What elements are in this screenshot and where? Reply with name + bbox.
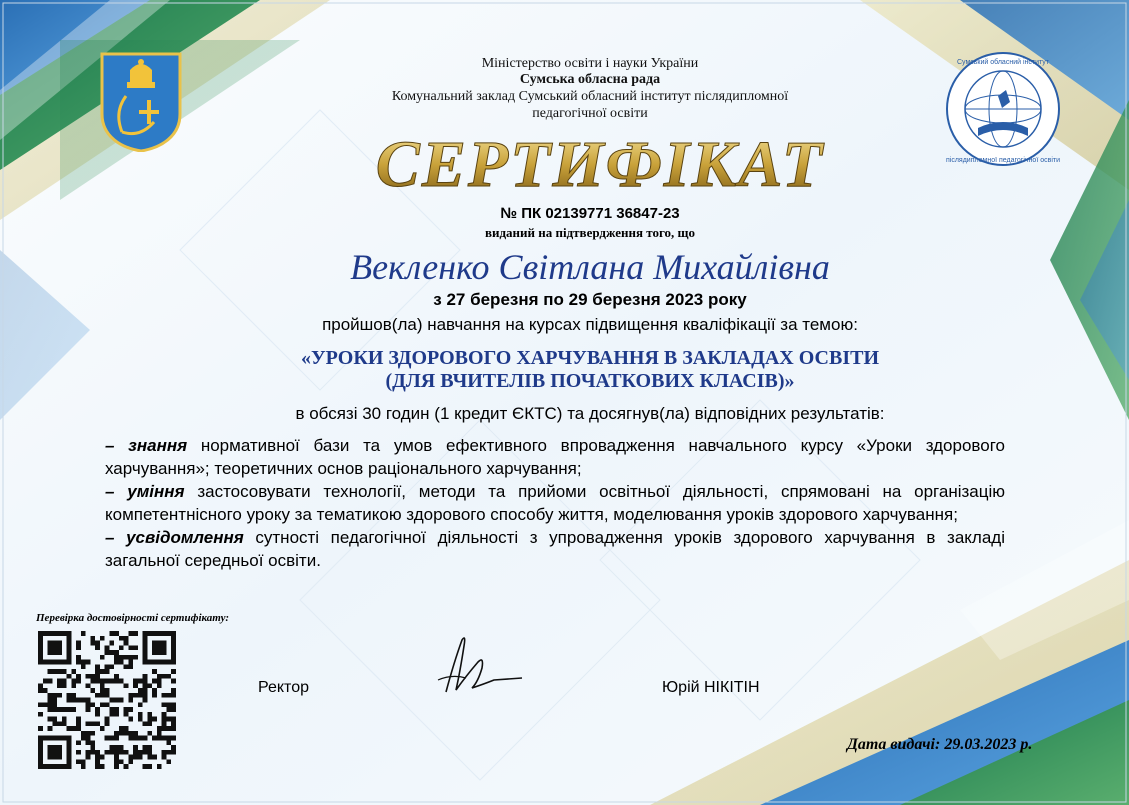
result-text: сутності педагогічної діяльності з упровадження уроків здорового харчування в закладі загальної середньої освіти. (105, 528, 1006, 570)
council-line: Сумська обласна рада (519, 72, 661, 87)
topic-line-1: «УРОКИ ЗДОРОВОГО ХАРЧУВАННЯ В ЗАКЛАДАХ ОСВІТИ (300, 347, 880, 369)
result-dash: – (105, 528, 127, 547)
result-term: усвідомлення (126, 528, 244, 547)
result-term: знання (128, 436, 188, 455)
result-text: нормативної бази та умов ефективного впровадження навчального курсу «Уроки здорового харчування»; теоретичних основ раціонального харчування; (105, 436, 1005, 478)
result-term: уміння (127, 482, 185, 501)
topic-line-2: (ДЛЯ ВЧИТЕЛІВ ПОЧАТКОВИХ КЛАСІВ)» (385, 370, 795, 392)
issued-text: виданий на підтвердження того, що (484, 225, 696, 240)
training-period: з 27 березня по 29 березня 2023 року (433, 290, 747, 309)
volume-text: в обсязі 30 годин (1 кредит ЄКТС) та досягнув(ла) відповідних результатів: (295, 404, 885, 423)
qr-code-icon[interactable] (38, 631, 176, 769)
svg-text:Сумський обласний інститут: Сумський обласний інститут (957, 59, 1049, 66)
svg-text:післядипломної педагогічної ос: післядипломної педагогічної освіти (945, 157, 1061, 164)
institution-line-1: Комунальний заклад Сумський обласний інститут післядипломної (391, 89, 789, 104)
results-list (105, 434, 1005, 572)
verify-label: Перевірка достовірності сертифікату: (36, 612, 229, 624)
coat-of-arms-icon (100, 52, 182, 152)
rector-label: Ректор (258, 679, 309, 696)
certificate-title-text: СЕРТИФІКАТ (375, 128, 825, 201)
result-item-awareness (105, 526, 1005, 572)
recipient-name: Векленко Світлана Михайлівна (350, 247, 830, 287)
issue-date: Дата видачі: 29.03.2023 р. (847, 736, 1033, 753)
signature-icon (432, 632, 528, 700)
result-item-skills (105, 480, 1005, 526)
institution-line-2: педагогічної освіти (532, 106, 648, 121)
result-dash: – (105, 436, 129, 455)
signer-name: Юрій НІКІТІН (662, 679, 760, 696)
result-dash: – (105, 482, 128, 501)
result-item-knowledge (105, 434, 1005, 480)
certificate-number: № ПК 02139771 36847-23 (500, 205, 680, 222)
institute-logo-icon (944, 50, 1062, 168)
result-text: застосовувати технології, методи та прийоми освітньої діяльності, спрямовані на організацію компетентнісного уроку за тематикою здорового способу життя, моделювання уроків здорового харчування; (105, 482, 1005, 524)
passed-text: пройшов(ла) навчання на курсах підвищення кваліфікації за темою: (322, 315, 858, 334)
certificate-title (330, 118, 870, 208)
ministry-line: Міністерство освіти і науки України (481, 56, 699, 71)
